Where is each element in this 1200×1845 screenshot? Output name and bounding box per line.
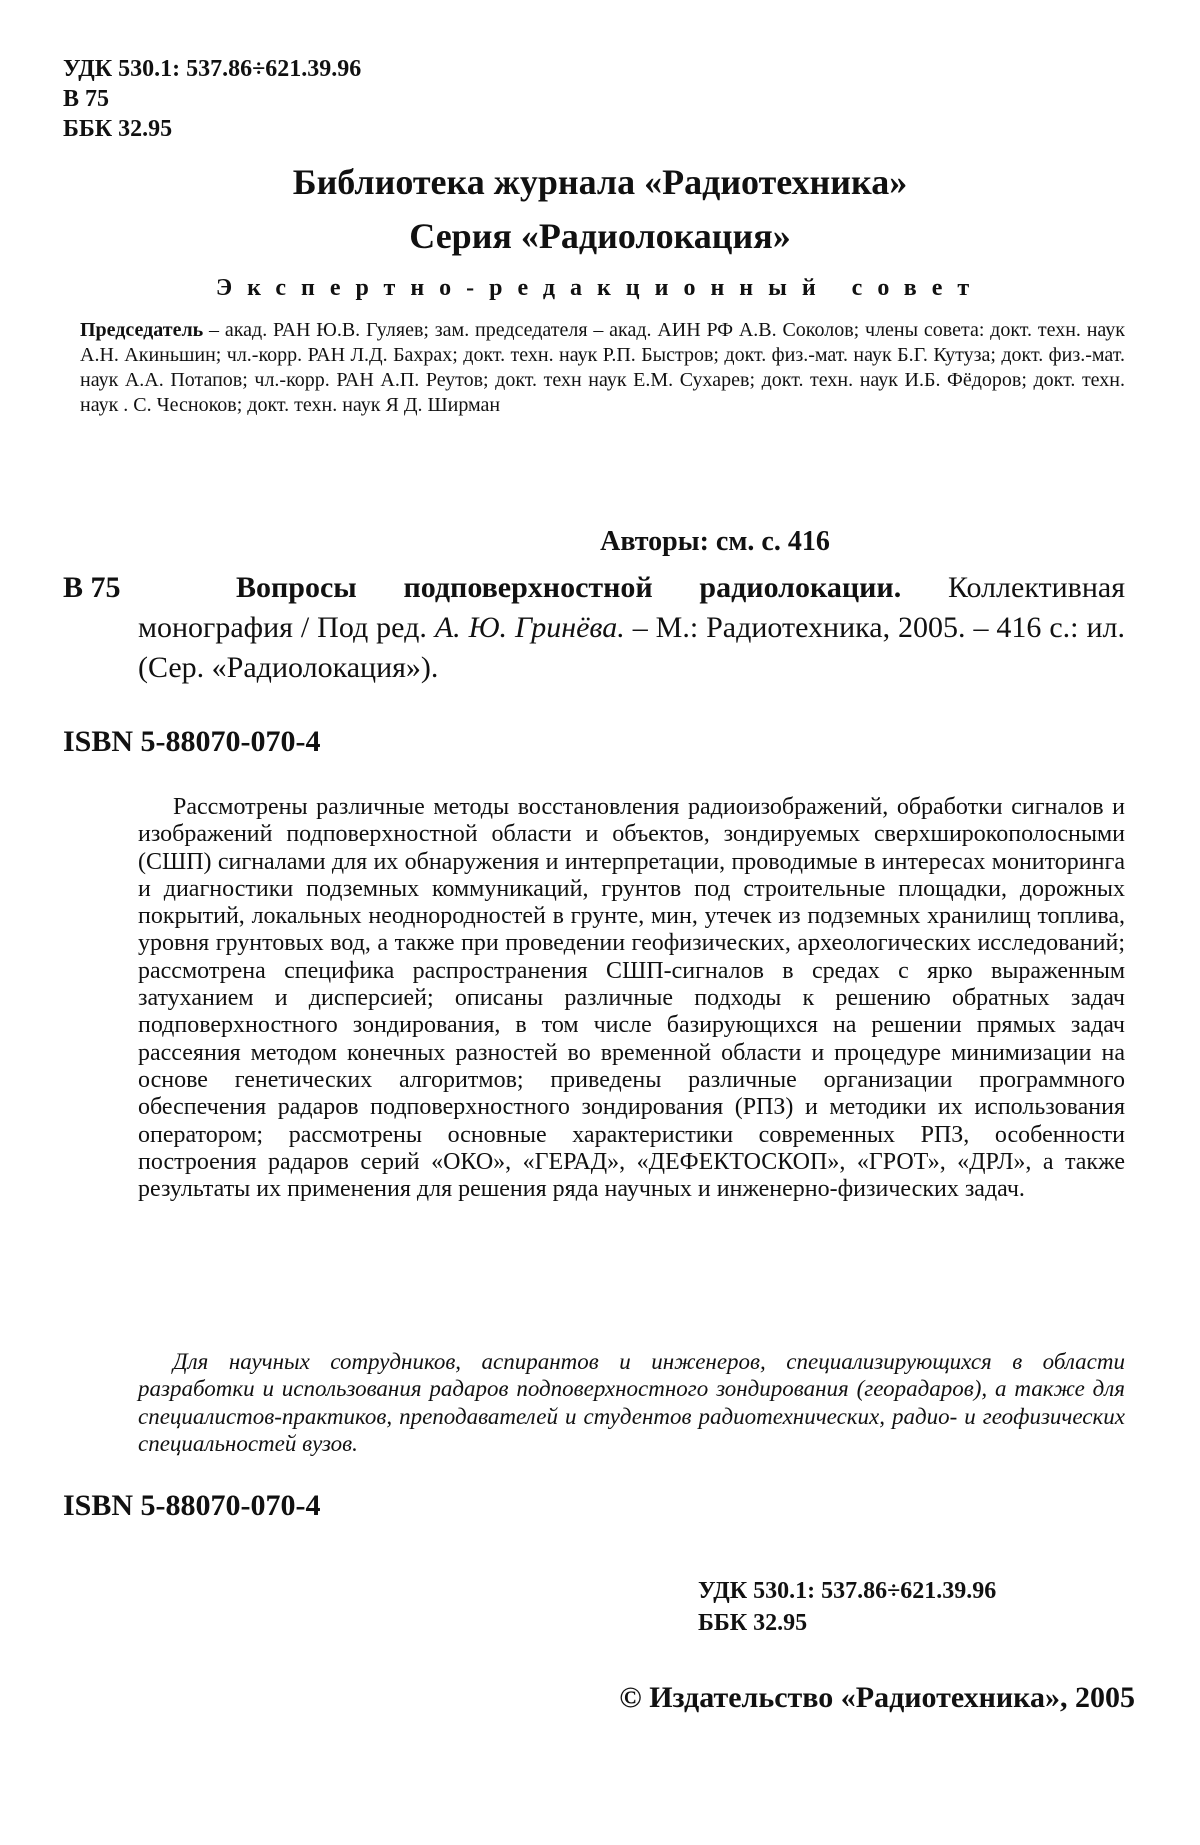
council-heading: Экспертно-редакционный совет — [200, 272, 1000, 304]
classification-codes-top — [63, 54, 361, 144]
book-imprint-page — [0, 0, 1200, 1845]
council-chair-label: Председатель — [80, 319, 203, 341]
abstract-paragraph: Рассмотрены различные методы восстановления радиоизображений, обработки сигналов и изображений подповерхностной области и объектов, зондируемых сверхширокополосными (СШП) сигналами для их обнаружения и интерпретации, проводимые в интересах мониторинга и диагностики подземных коммуникаций, грунтов под строительные площадки, дорожных покрытий, локальных неоднородностей в грунте, мин, утечек из подземных хранилищ топлива, уровня грунтовых вод, а также при проведении геофизических, археологических исследований; рассмотрена специфика распространения СШП-сигналов в средах с ярко выраженным затуханием и дисперсией; описаны различные подходы к решению обратных задач подповерхностного зондирования, в том числе базирующихся на решении прямых задач рассеяния методом конечных разностей во временной области и процедуре минимизации на основе генетических алгоритмов; приведены различные организации программного обеспечения радаров подповерхностного зондирования (РПЗ) и методики их использования оператором; рассмотрены основные характеристики современных РПЗ, особенности построения радаров серий «ОКО», «ГЕРАД», «ДЕФЕКТОСКОП», «ГРОТ», «ДРЛ», а также результаты их применения для решения ряда научных и инженерно-физических задач. — [138, 794, 1125, 1203]
catalog-entry — [138, 568, 1125, 688]
council-members — [80, 318, 1125, 418]
udk-code: УДК 530.1: 537.86÷621.39.96 — [63, 54, 361, 84]
book-title: Вопросы подповерхностной радиолокации. — [236, 571, 901, 604]
classification-codes-bottom — [698, 1575, 996, 1639]
catalog-entry-part2: – М.: Радиотехника, 2005. – 416 с.: ил. (Сер. «Радиолокация»). — [138, 611, 1125, 684]
authors-note: Авторы: см. с. 416 — [0, 524, 1200, 560]
library-title: Библиотека журнала «Радиотехника» — [0, 160, 1200, 204]
catalog-entry-part1: Коллективная монография / Под ред. — [138, 571, 1125, 644]
audience-paragraph: Для научных сотрудников, аспирантов и инженеров, специализирующихся в области разработки и использования радаров подповерхностного зондирования (георадаров), а также для специалистов-практиков, преподавателей и студентов радиотехнических, радио- и геофизических специальностей вузов. — [138, 1348, 1125, 1457]
catalog-entry-code: В 75 — [63, 568, 121, 608]
editor-name: А. Ю. Гринёва. — [435, 611, 625, 644]
copyright-notice: © Издательство «Радиотехника», 2005 — [619, 1680, 1135, 1716]
bbk-code-bottom: ББК 32.95 — [698, 1607, 996, 1639]
udk-code-bottom: УДК 530.1: 537.86÷621.39.96 — [698, 1575, 996, 1607]
bbk-code: ББК 32.95 — [63, 114, 361, 144]
isbn-top: ISBN 5-88070-070-4 — [63, 724, 321, 760]
series-title: Серия «Радиолокация» — [0, 214, 1200, 258]
council-members-text: – акад. РАН Ю.В. Гуляев; зам. председателя – акад. АИН РФ А.В. Соколов; члены совета: докт. техн. наук А.Н. Акиньшин; чл.-корр. РАН Л.Д. Бахрах; докт. техн. наук Р.П. Быстров; докт. физ.-мат. наук Б.Г. Кутуза; докт. физ.-мат. наук А.А. Потапов; чл.-корр. РАН А.П. Реутов; докт. техн наук Е.М. Сухарев; докт. техн. наук И.Б. Фёдоров; докт. техн. наук . С. Чесноков; докт. техн. наук Я Д. Ширман — [80, 319, 1125, 416]
shelf-code: В 75 — [63, 84, 361, 114]
isbn-bottom: ISBN 5-88070-070-4 — [63, 1488, 321, 1524]
